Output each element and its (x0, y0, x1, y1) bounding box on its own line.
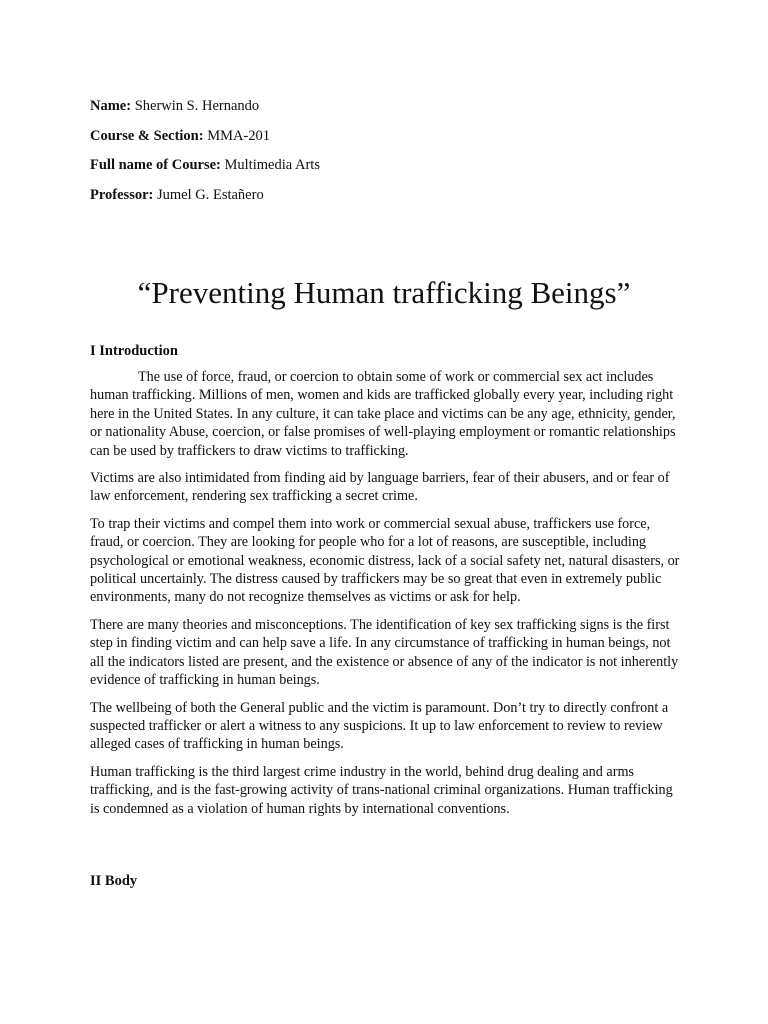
paragraph: The wellbeing of both the General public and the victim is paramount. Don’t try to directly confront a suspected trafficker or alert a witness to any suspicions. It up to law enforcement to review to review alleged cases of trafficking in human beings. (90, 699, 669, 753)
course-section-label: Course & Section: (90, 127, 204, 144)
introduction-heading: I Introduction (90, 343, 178, 359)
document-title: “Preventing Human trafficking Beings” (137, 275, 631, 310)
professor-label: Professor: (90, 186, 154, 203)
name-line (90, 92, 320, 122)
introduction-body (90, 368, 680, 827)
professor-line (90, 181, 320, 211)
course-fullname-line (90, 151, 320, 181)
name-label: Name: (90, 98, 132, 114)
paragraph: There are many theories and misconceptions. The identification of key sex trafficking signs is the first step in finding victim and can help save a life. In any circumstance of trafficking in human beings, not all the indicators listed are present, and the existence or absence of any of the indicator is not inherently evidence of trafficking in human beings. (90, 616, 679, 689)
student-info (90, 92, 320, 210)
course-section-line (90, 122, 320, 152)
name-value: Sherwin S. Hernando (134, 98, 260, 114)
course-fullname-value: Multimedia Arts (224, 157, 320, 173)
paragraph: Human trafficking is the third largest crime industry in the world, behind drug dealing and arms trafficking, and is the fast-growing activity of trans-national criminal organizations. Human trafficking is condemned as a violation of human rights by international conventions. (90, 763, 673, 817)
body-heading: II Body (90, 873, 138, 889)
paragraph: The use of force, fraud, or coercion to obtain some of work or commercial sex act includes human trafficking. Millions of men, women and kids are trafficked globally every year, including right here in the United States. In any culture, it can take place and victims can be any age, ethnicity, gender, or nationality Abuse, coercion, or false promises of well-playing employment or romantic relationships can be used by traffickers to draw victims to trafficking. (90, 369, 676, 459)
paragraph: To trap their victims and compel them into work or commercial sexual abuse, traffickers use force, fraud, or coercion. They are looking for people who for a lot of reasons, are susceptible, including psychological or emotional weakness, economic distress, lack of a social safety net, natural disasters, or political uncertainly. The distress caused by traffickers may be so great that even in extremely public environments, many do not recognize themselves as victims or ask for help. (90, 515, 680, 606)
professor-value: Jumel G. Estañero (156, 186, 264, 203)
course-fullname-label: Full name of Course: (90, 157, 221, 173)
paragraph: Victims are also intimidated from finding aid by language barriers, fear of their abusers, and or fear of law enforcement, rendering sex trafficking a secret crime. (90, 470, 670, 505)
course-section-value: MMA-201 (207, 127, 271, 144)
